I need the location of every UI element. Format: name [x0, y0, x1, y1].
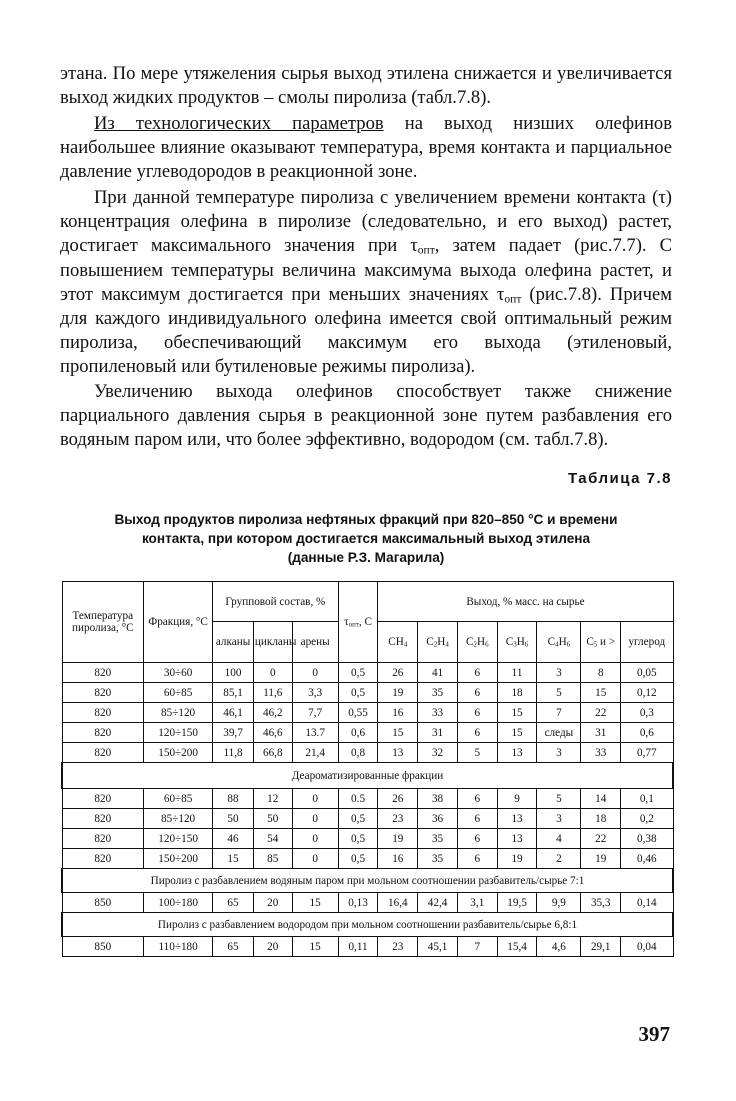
- table-cell: 21,4: [292, 743, 338, 763]
- table-cell: 35: [418, 683, 458, 703]
- table-cell: 5: [537, 683, 581, 703]
- table-cell: 0: [292, 789, 338, 809]
- table-cell: 2: [537, 849, 581, 869]
- table-cell: 100: [213, 663, 254, 683]
- section-steam-dilution: Пиролиз с разбавлением водяным паром при мольном соотношении разбавитель/сырье 7:1: [62, 869, 673, 893]
- table-cell: 13: [497, 829, 537, 849]
- table-cell: 15: [378, 723, 418, 743]
- section-hydrogen-dilution: Пиролиз с разбавлением водородом при мольном соотношении разбавитель/сырье 6,8:1: [62, 913, 673, 937]
- header-c5-plus: $C_5$ и >: [581, 622, 621, 663]
- table-row: [62, 789, 673, 809]
- table-cell: 32: [418, 743, 458, 763]
- table-cell: 31: [581, 723, 621, 743]
- table-cell: 19,5: [497, 893, 537, 913]
- table-cell: 0,55: [338, 703, 378, 723]
- table-cell: 3: [537, 809, 581, 829]
- table-cell: 3,1: [457, 893, 497, 913]
- table-cell: 20: [253, 937, 292, 957]
- table-cell: 4,6: [537, 937, 581, 957]
- caption-line-2: контакта, при котором достигается максимальный выход этилена: [141, 531, 591, 546]
- table-cell: 820: [62, 703, 144, 723]
- table-cell: 100÷180: [144, 893, 213, 913]
- table-cell: 29,1: [581, 937, 621, 957]
- table-cell: 11,8: [213, 743, 254, 763]
- table-cell: 5: [537, 789, 581, 809]
- table-cell: 20: [253, 893, 292, 913]
- table-cell: 820: [62, 743, 144, 763]
- table-cell: 16: [378, 703, 418, 723]
- paragraph-3-part-a: При данной температуре пиролиза с увеличением времени контакта (τ) концентрация олефина в пиролизе (следовательно, и его выход) растет, достигает максимального значения при τ: [60, 187, 672, 257]
- table-cell: 9: [497, 789, 537, 809]
- table-cell: 60÷85: [144, 683, 213, 703]
- table-cell: 13: [497, 809, 537, 829]
- table-cell: 0,5: [338, 809, 378, 829]
- table-row: [62, 663, 673, 683]
- table-cell: 0: [292, 809, 338, 829]
- table-label: Таблица 7.8: [567, 470, 672, 487]
- table-cell: 7: [457, 937, 497, 957]
- table-cell: 0,38: [621, 829, 673, 849]
- table-cell: 11,6: [253, 683, 292, 703]
- table-cell: 0,5: [338, 829, 378, 849]
- table-cell: 6: [457, 703, 497, 723]
- table-cell: 6: [457, 723, 497, 743]
- table-cell: 3,3: [292, 683, 338, 703]
- table-cell: 6: [457, 829, 497, 849]
- tau-opt-subscript: опт: [417, 244, 435, 257]
- table-cell: 0,5: [338, 663, 378, 683]
- table-cell: 15: [497, 703, 537, 723]
- table-cell: 22: [581, 703, 621, 723]
- table-cell: 0,1: [621, 789, 673, 809]
- header-ch4: $CH_4$: [378, 622, 418, 663]
- table-cell: 0,12: [621, 683, 673, 703]
- table-row: [62, 683, 673, 703]
- paragraph-1: этана. По мере утяжеления сырья выход этилена снижается и увеличивается выход жидких продуктов – смолы пиролиза (табл.7.8).: [60, 63, 672, 109]
- pyrolysis-yield-table: [61, 581, 674, 957]
- table-cell: 33: [581, 743, 621, 763]
- table-cell: 0: [292, 663, 338, 683]
- table-cell: 23: [378, 809, 418, 829]
- table-cell: 19: [497, 849, 537, 869]
- group-1-rows: [62, 663, 673, 763]
- table-cell: 0,04: [621, 937, 673, 957]
- table-cell: 0: [292, 829, 338, 849]
- table-cell: 35: [418, 829, 458, 849]
- table-cell: 85÷120: [144, 703, 213, 723]
- table-cell: 11: [497, 663, 537, 683]
- table-cell: следы: [537, 723, 581, 743]
- table-cell: 50: [253, 809, 292, 829]
- table-row: [62, 809, 673, 829]
- table-cell: 0,8: [338, 743, 378, 763]
- table-cell: 0,14: [621, 893, 673, 913]
- table-cell: 5: [457, 743, 497, 763]
- table-cell: 18: [581, 809, 621, 829]
- table-cell: 6: [457, 809, 497, 829]
- table-cell: 0,6: [338, 723, 378, 743]
- table-cell: 6: [457, 663, 497, 683]
- table-cell: 15: [497, 723, 537, 743]
- header-c2h4: $C_2H_4$: [418, 622, 458, 663]
- paragraph-3-part-b: , затем падает (рис.7.7). С повышением температуры величина максимума выхода олефина растет, и этот максимум достигается при меньших значениях τ: [60, 235, 673, 305]
- table-cell: 19: [378, 683, 418, 703]
- table-cell: 35: [418, 849, 458, 869]
- tau-sub: опт: [348, 620, 359, 629]
- header-alkanes: алканы: [213, 622, 254, 663]
- table-cell: 0,2: [621, 809, 673, 829]
- table-cell: 0,46: [621, 849, 673, 869]
- table-cell: 15: [213, 849, 254, 869]
- paragraph-2: [60, 112, 672, 185]
- table-cell: 35,3: [581, 893, 621, 913]
- table-cell: 46: [213, 829, 254, 849]
- table-cell: 60÷85: [144, 789, 213, 809]
- table-cell: 41: [418, 663, 458, 683]
- table-cell: 33: [418, 703, 458, 723]
- table-cell: 8: [581, 663, 621, 683]
- table-cell: 3: [537, 743, 581, 763]
- table-cell: 150÷200: [144, 849, 213, 869]
- header-yield: Выход, % масс. на сырье: [378, 582, 673, 622]
- table-cell: 46,2: [253, 703, 292, 723]
- table-cell: 15,4: [497, 937, 537, 957]
- paragraph-3-part-c: (рис.7.8). Причем для каждого индивидуального олефина имеется свой оптимальный режим пиролиза, обеспечивающий максимум его выхода (этиленовый, пропиленовый или бутиленовые режимы пиролиза).: [60, 283, 672, 378]
- header-tau-opt: [338, 582, 378, 663]
- table-cell: 0,05: [621, 663, 673, 683]
- table-cell: 0,5: [338, 683, 378, 703]
- table-cell: 85: [253, 849, 292, 869]
- table-cell: 820: [62, 829, 144, 849]
- table-cell: 820: [62, 849, 144, 869]
- header-cyclanes: цикланы: [253, 622, 292, 663]
- table-cell: 50: [213, 809, 254, 829]
- header-carbon: углерод: [621, 622, 673, 663]
- table-cell: 66,8: [253, 743, 292, 763]
- table-row: [62, 703, 673, 723]
- table-cell: 22: [581, 829, 621, 849]
- table-row: [62, 829, 673, 849]
- table-cell: 850: [62, 937, 144, 957]
- paragraph-3: [60, 186, 672, 380]
- table-cell: 150÷200: [144, 743, 213, 763]
- tau-opt-subscript: опт: [504, 293, 522, 306]
- table-cell: 0,77: [621, 743, 673, 763]
- table-cell: 18: [497, 683, 537, 703]
- table-cell: 65: [213, 893, 254, 913]
- table-cell: 0: [253, 663, 292, 683]
- table-cell: 12: [253, 789, 292, 809]
- table-cell: 65: [213, 937, 254, 957]
- table-cell: 820: [62, 723, 144, 743]
- table-cell: 850: [62, 893, 144, 913]
- table-row: [62, 937, 673, 957]
- table-cell: 31: [418, 723, 458, 743]
- group-2-rows: [62, 789, 673, 869]
- header-c4h6: $C_4H_6$: [537, 622, 581, 663]
- table-cell: 15: [292, 937, 338, 957]
- table-cell: 42,4: [418, 893, 458, 913]
- table-cell: 36: [418, 809, 458, 829]
- table-cell: 85÷120: [144, 809, 213, 829]
- paragraph-2-text: на выход низших олефинов наибольшее влияние оказывают температура, время контакта и парциальное давление углеводородов в реакционной зоне.: [60, 113, 672, 183]
- table-row: [62, 849, 673, 869]
- table-row: [62, 743, 673, 763]
- table-cell: 39,7: [213, 723, 254, 743]
- table-cell: 13: [497, 743, 537, 763]
- table-cell: 3: [537, 663, 581, 683]
- table-cell: 820: [62, 683, 144, 703]
- table-cell: 16: [378, 849, 418, 869]
- table-cell: 120÷150: [144, 723, 213, 743]
- header-c2h6: $C_2H_6$: [457, 622, 497, 663]
- table-cell: 26: [378, 789, 418, 809]
- table-cell: 19: [378, 829, 418, 849]
- table-cell: 38: [418, 789, 458, 809]
- table-cell: 7,7: [292, 703, 338, 723]
- page-number: 397: [638, 1022, 670, 1046]
- table-cell: 6: [457, 789, 497, 809]
- table-cell: 820: [62, 789, 144, 809]
- table-row: [62, 893, 673, 913]
- table-cell: 0,13: [338, 893, 378, 913]
- group-3-rows: [62, 893, 673, 913]
- table-cell: 6: [457, 849, 497, 869]
- table-cell: 7: [537, 703, 581, 723]
- table-cell: 820: [62, 809, 144, 829]
- header-group-composition: Групповой состав, %: [213, 582, 339, 622]
- header-c3h6: $C_3H_6$: [497, 622, 537, 663]
- table-cell: 23: [378, 937, 418, 957]
- tau-unit: , С: [358, 616, 372, 628]
- table-cell: 45,1: [418, 937, 458, 957]
- table-cell: 0,5: [338, 849, 378, 869]
- table-cell: 0,6: [621, 723, 673, 743]
- table-caption: [60, 510, 672, 567]
- table-cell: 13: [378, 743, 418, 763]
- table-cell: 120÷150: [144, 829, 213, 849]
- underlined-phrase: Из технологических параметров: [94, 113, 384, 134]
- table-cell: 30÷60: [144, 663, 213, 683]
- table-cell: 85,1: [213, 683, 254, 703]
- tau-symbol: τ: [344, 616, 349, 628]
- table-cell: 110÷180: [144, 937, 213, 957]
- table-cell: 13.7: [292, 723, 338, 743]
- table-cell: 9,9: [537, 893, 581, 913]
- table-cell: 0: [292, 849, 338, 869]
- table-row: [62, 723, 673, 743]
- table-cell: 16,4: [378, 893, 418, 913]
- paragraph-4: Увеличению выхода олефинов способствует также снижение парциального давления сырья в реакционной зоне путем разбавления его водяным паром или, что более эффективно, водородом (см. табл.7.8).: [60, 381, 672, 451]
- table-cell: 15: [292, 893, 338, 913]
- table-cell: 14: [581, 789, 621, 809]
- caption-line-3: (данные Р.З. Магарила): [287, 550, 445, 565]
- section-dearomatized: Деароматизированные фракции: [62, 763, 673, 789]
- group-4-rows: [62, 937, 673, 957]
- table-cell: 0,3: [621, 703, 673, 723]
- table-cell: 6: [457, 683, 497, 703]
- header-temperature: Температура пиролиза, °С: [62, 582, 144, 663]
- table-cell: 54: [253, 829, 292, 849]
- caption-line-1: Выход продуктов пиролиза нефтяных фракций при 820–850 °С и времени: [114, 512, 618, 527]
- table-cell: 4: [537, 829, 581, 849]
- table-cell: 46,6: [253, 723, 292, 743]
- header-arenes: арены: [292, 622, 338, 663]
- table-cell: 46,1: [213, 703, 254, 723]
- table-cell: 15: [581, 683, 621, 703]
- table-cell: 26: [378, 663, 418, 683]
- table-cell: 88: [213, 789, 254, 809]
- table-cell: 19: [581, 849, 621, 869]
- table-cell: 0.5: [338, 789, 378, 809]
- header-fraction: Фракция, °С: [144, 582, 213, 663]
- table-cell: 820: [62, 663, 144, 683]
- table-cell: 0,11: [338, 937, 378, 957]
